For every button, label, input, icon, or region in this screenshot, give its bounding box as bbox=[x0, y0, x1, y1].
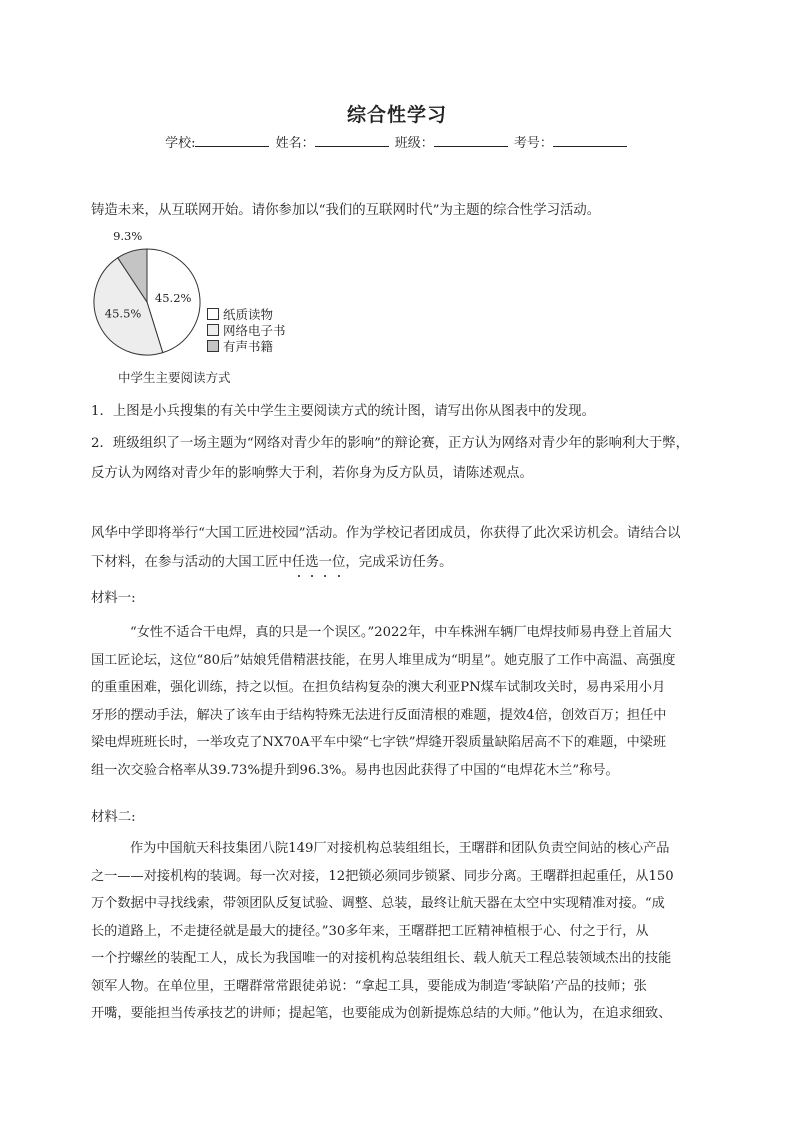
emphasis-char: 位 bbox=[332, 551, 345, 574]
emphasis-char: 一 bbox=[319, 551, 332, 574]
section2-intro-line-2 bbox=[91, 551, 711, 574]
legend-swatch-paper bbox=[207, 308, 219, 320]
legend-item-paper bbox=[207, 306, 286, 322]
material-1-line: 梁电焊班班长时，一举攻克了NX70A平车中梁“七字铁”焊缝开裂质量缺陷居高不下的难题，中梁班 bbox=[91, 735, 667, 750]
pie-label-paper: 45.2% bbox=[154, 291, 192, 306]
name-blank[interactable] bbox=[315, 134, 389, 147]
material-2-line: 长的道路上，不走捷径就是最大的捷径。”30多年来，王曙群把工匠精神植根于心、付之于行，从 bbox=[91, 923, 649, 939]
chart-title: 中学生主要阅读方式 bbox=[118, 370, 231, 385]
question-2-line-1: 2．班级组织了一场主题为“网络对青少年的影响”的辩论赛，正方认为网络对青少年的影响利大于弊， bbox=[91, 436, 690, 451]
material-1-body bbox=[91, 619, 711, 784]
student-info-line bbox=[0, 132, 794, 151]
section1-intro: 铸造未来，从互联网开始。请你参加以“我们的互联网时代”为主题的综合性学习活动。 bbox=[91, 203, 601, 218]
pie-label-ebook: 45.5% bbox=[104, 306, 142, 321]
section2-intro-line-1: 风华中学即将举行“大国工匠进校园”活动。作为学校记者团成员，你获得了此次采访机会。请结合以 bbox=[91, 526, 681, 541]
material-2-line: 一个拧螺丝的装配工人，成长为我国唯一的对接机构总装组组长、载人航天工程总装领域杰出的技能 bbox=[91, 951, 672, 966]
class-blank[interactable] bbox=[434, 134, 508, 147]
legend-item-audiobook bbox=[207, 338, 286, 354]
emphasis-char: 任 bbox=[292, 551, 305, 574]
legend-label-ebook: 网络电子书 bbox=[223, 323, 286, 338]
name-label: 姓名： bbox=[275, 136, 315, 151]
reading-method-pie-chart bbox=[88, 228, 213, 358]
question-1: 1．上图是小兵搜集的有关中学生主要阅读方式的统计图，请写出你从图表中的发现。 bbox=[91, 404, 595, 419]
question-2-line-2: 反方认为网络对青少年的影响弊大于利，若你身为反方队员，请陈述观点。 bbox=[91, 466, 533, 481]
material-1-heading: 材料一: bbox=[91, 591, 136, 606]
intro-text-b: ，完成采访任务。 bbox=[345, 555, 453, 570]
material-2-line: 开嘴，要能担当传承技艺的讲师；提起笔，也要能成为创新提炼总结的大师。”他认为，在追求细致、 bbox=[91, 1006, 672, 1021]
material-1-line: 牙形的摆动手法，解决了该车由于结构特殊无法进行反面清根的难题，提效4倍，创效百万；担任中 bbox=[91, 707, 667, 723]
page-title: 综合性学习 bbox=[346, 104, 447, 126]
pie-label-audiobook: 9.3% bbox=[113, 228, 143, 243]
class-label: 班级： bbox=[394, 136, 434, 151]
material-1-line: 的重重困难，强化训练，持之以恒。在担负结构复杂的澳大利亚PN煤车试制攻关时，易冉采用小月 bbox=[91, 680, 666, 695]
emphasis-char: 选 bbox=[305, 551, 318, 574]
material-2-body bbox=[91, 835, 711, 1028]
intro-text-a: 下材料，在参与活动的大国工匠中 bbox=[91, 555, 292, 570]
material-1-line: 国工匠论坛，这位“80后”姑娘凭借精湛技能，在男人堆里成为“明星”。她克服了工作中高温、高强度 bbox=[91, 652, 676, 668]
legend-swatch-audiobook bbox=[207, 340, 219, 352]
emphasis-choose-one bbox=[292, 555, 346, 570]
legend-label-paper: 纸质读物 bbox=[223, 307, 274, 322]
material-2-line: 之一——对接机构的装调。每一次对接，12把锁必须同步锁紧、同步分离。王曙群担起重任，从150 bbox=[91, 868, 674, 884]
chart-legend bbox=[207, 306, 286, 354]
material-1-line: 组一次交验合格率从39.73%提升到96.3%。易冉也因此获得了中国的“电焊花木兰”称号。 bbox=[91, 762, 619, 778]
exam-number-label: 考号： bbox=[513, 136, 553, 151]
legend-item-ebook bbox=[207, 322, 286, 338]
school-blank[interactable] bbox=[195, 134, 269, 147]
material-1-line: “女性不适合干电焊，真的只是一个误区。”2022年，中车株洲车辆厂电焊技师易冉登上首届大 bbox=[130, 625, 672, 640]
school-label: 学校: bbox=[165, 136, 196, 151]
exam-number-blank[interactable] bbox=[553, 134, 627, 147]
legend-swatch-ebook bbox=[207, 324, 219, 336]
material-2-line: 万个数据中寻找线索，带领团队反复试验、调整、总装，最终让航天器在太空中实现精准对接。“成 bbox=[91, 896, 665, 911]
material-2-line: 领军人物。在单位里，王曙群常常跟徒弟说：“拿起工具，要能成为制造‘零缺陷’产品的技师；张 bbox=[91, 978, 647, 994]
material-2-heading: 材料二: bbox=[91, 810, 136, 825]
material-2-line: 作为中国航天科技集团八院149厂对接机构总装组组长，王曙群和团队负责空间站的核心产品 bbox=[130, 841, 670, 856]
legend-label-audiobook: 有声书籍 bbox=[223, 339, 274, 354]
